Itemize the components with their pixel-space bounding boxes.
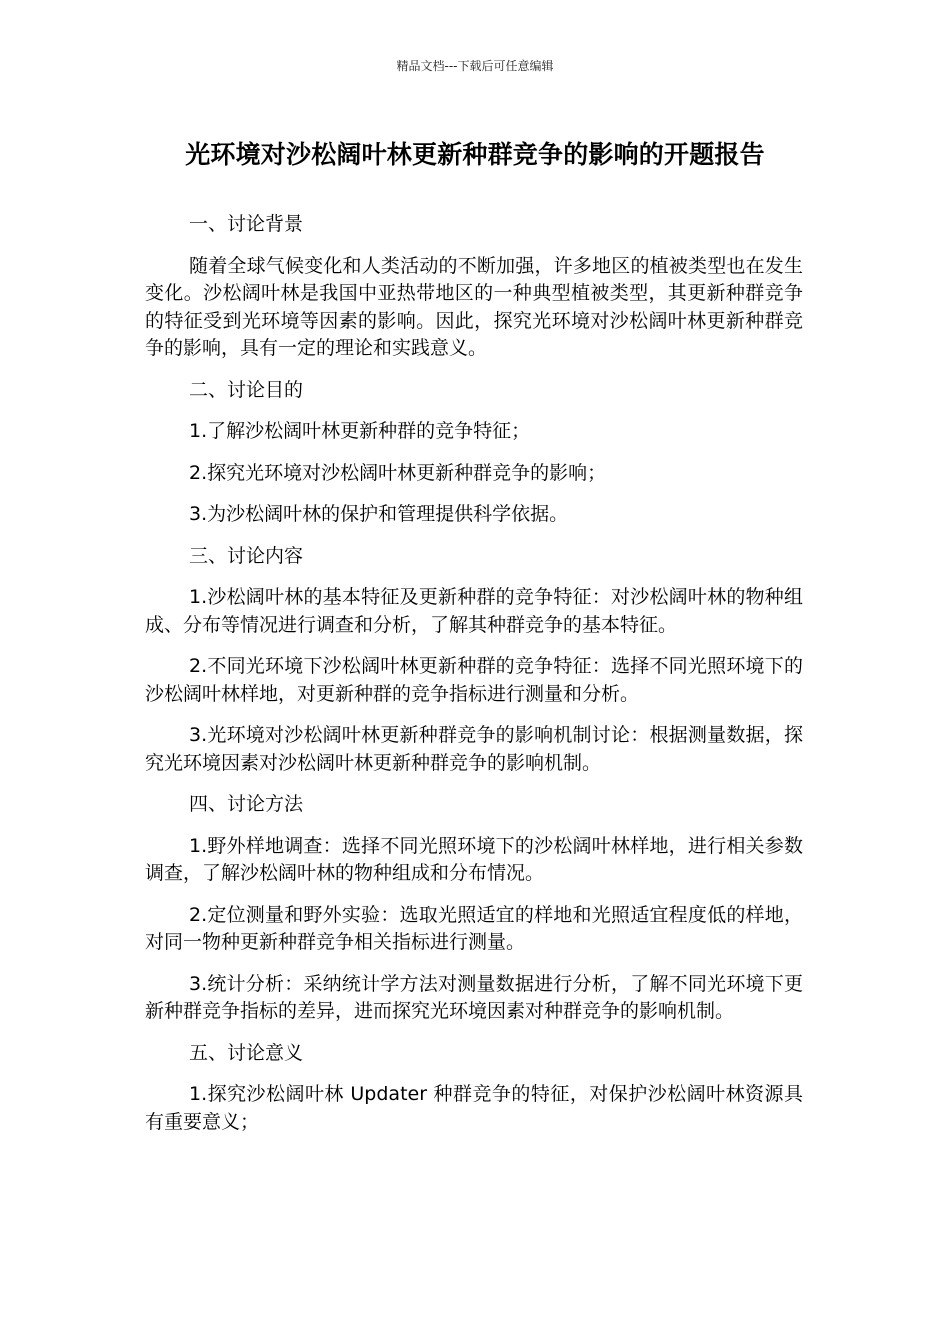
document-title: 光环境对沙松阔叶林更新种群竞争的影响的开题报告 <box>185 140 765 169</box>
content-item-3: 3.光环境对沙松阔叶林更新种群竞争的影响机制讨论：根据测量数据，探究光环境因素对沙松阔叶林更新种群竞争的影响机制。 <box>145 724 803 774</box>
section-heading-content: 三、讨论内容 <box>189 544 304 567</box>
purpose-item-3: 3.为沙松阔叶林的保护和管理提供科学依据。 <box>189 503 569 525</box>
significance-item-1: 1.探究沙松阔叶林 Updater 种群竞争的特征，对保护沙松阔叶林资源具有重要意义； <box>145 1083 803 1133</box>
section-heading-background: 一、讨论背景 <box>189 213 304 235</box>
content-item-2: 2.不同光环境下沙松阔叶林更新种群的竞争特征：选择不同光照环境下的沙松阔叶林样地，对更新种群的竞争指标进行测量和分析。 <box>145 655 803 705</box>
methods-item-3: 3.统计分析：采纳统计学方法对测量数据进行分析，了解不同光环境下更新种群竞争指标的差异，进而探究光环境因素对种群竞争的影响机制。 <box>145 972 803 1022</box>
content-item-1: 1.沙松阔叶林的基本特征及更新种群的竞争特征：对沙松阔叶林的物种组成、分布等情况进行调查和分析，了解其种群竞争的基本特征。 <box>145 586 803 636</box>
purpose-item-1: 1.了解沙松阔叶林更新种群的竞争特征； <box>189 420 531 442</box>
methods-item-1: 1.野外样地调查：选择不同光照环境下的沙松阔叶林样地，进行相关参数调查，了解沙松阔叶林的物种组成和分布情况。 <box>145 834 803 884</box>
methods-item-2: 2.定位测量和野外实验：选取光照适宜的样地和光照适宜程度低的样地，对同一物种更新种群竞争相关指标进行测量。 <box>145 903 803 953</box>
background-paragraph: 随着全球气候变化和人类活动的不断加强，许多地区的植被类型也在发生变化。沙松阔叶林是我国中亚热带地区的一种典型植被类型，其更新种群竞争的特征受到光环境等因素的影响。因此，探究光环境对沙松阔叶林更新种群竞争的影响，具有一定的理论和实践意义。 <box>145 254 803 359</box>
purpose-item-2: 2.探究光环境对沙松阔叶林更新种群竞争的影响； <box>189 461 607 484</box>
section-heading-significance: 五、讨论意义 <box>189 1041 304 1064</box>
header-note: 精品文档---下载后可任意编辑 <box>396 59 554 73</box>
section-heading-methods: 四、讨论方法 <box>189 793 304 815</box>
document-body <box>145 211 803 1150</box>
section-heading-purpose: 二、讨论目的 <box>189 378 304 401</box>
